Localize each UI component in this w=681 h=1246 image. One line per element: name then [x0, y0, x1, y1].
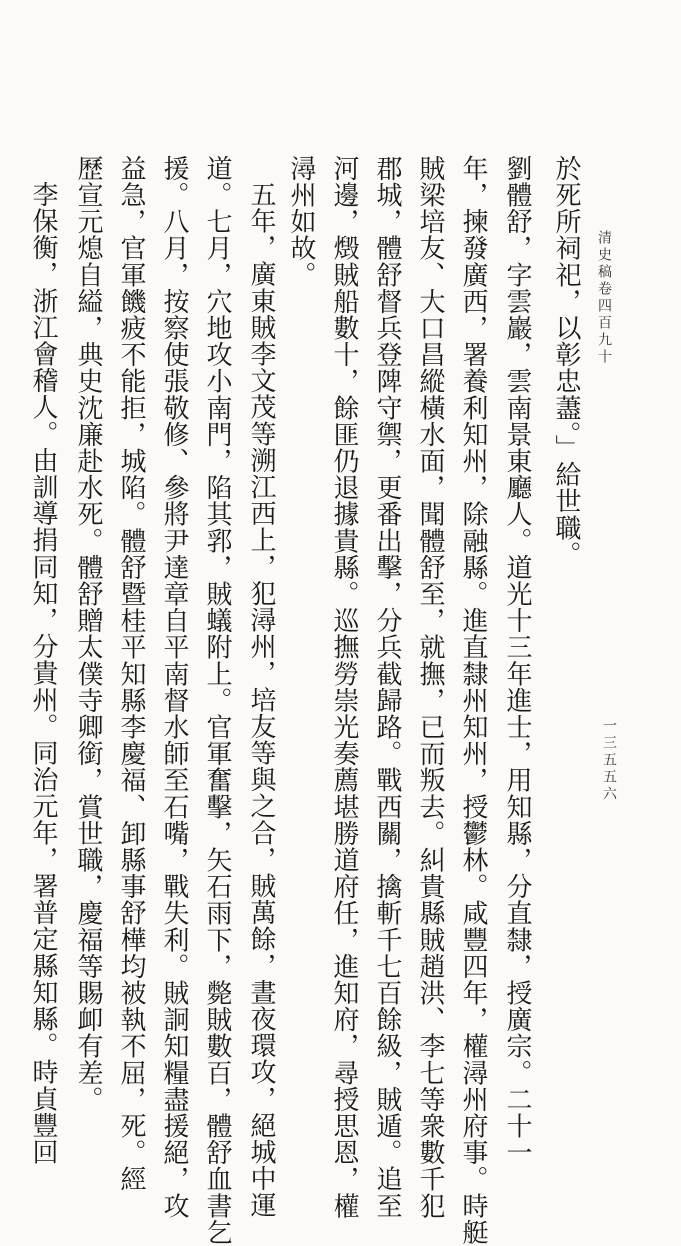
- text-column-8: 五年，廣東賊李文茂等溯江西上，犯潯州，培友等與之合，賊萬餘，晝夜環攻，絕城中運: [246, 181, 276, 1219]
- text-column-4: 賊梁培友、大口昌縱橫水面，聞體舒至，就撫，已而叛去。糾貴縣賊趙洪、李七等衆數千犯: [415, 155, 445, 1219]
- text-column-2: 劉體舒，字雲巖，雲南景東廳人。道光十三年進士，用知縣，分直隸，授廣宗。二十一: [502, 155, 532, 1166]
- text-column-13: 李保衡，浙江會稽人。由訓導捐同知，分貴州。同治元年，署普定縣知縣。時貞豐回: [28, 181, 58, 1166]
- text-column-9: 道。七月，穴地攻小南門，陷其郛，賊蟻附上。官軍奮擊，矢石雨下，斃賊數百，體舒血書乞: [202, 155, 232, 1246]
- text-column-7: 潯州如故。: [286, 155, 316, 288]
- page-number: 一三五五六: [601, 718, 617, 803]
- running-header: 清史稿卷四百九十: [596, 230, 612, 366]
- text-column-6: 河邊，燬賊船數十，餘匪仍退據貴縣。巡撫勞崇光奏薦堪勝道府任，進知府，尋授思恩，權: [329, 155, 359, 1219]
- text-column-12: 歷宣元熄自縊，典史沈廉赴水死。體舒贈太僕寺卿銜，賞世職，慶福等賜卹有差。: [73, 155, 103, 1113]
- text-column-10: 援。八月，按察使張敬修、參將尹達章自平南督水師至石嘴，戰失利。賊詗知糧盡援絕，攻: [159, 155, 189, 1219]
- text-column-1: 於死所祠祀，以彰忠藎。」給世職。: [551, 155, 581, 568]
- text-column-11: 益急，官軍饑疲不能拒，城陷。體舒暨桂平知縣李慶福、卸縣事舒樺均被執不屈，死。經: [116, 155, 146, 1193]
- text-column-5: 郡城，體舒督兵登陴守禦，更番出擊，分兵截歸路。戰西關，擒斬千七百餘級，賊遁。追至: [372, 155, 402, 1219]
- text-column-3: 年，揀發廣西，署養利知州，除融縣。進直隸州知州，授鬱林。咸豐四年，權潯州府事。時艇: [458, 155, 488, 1246]
